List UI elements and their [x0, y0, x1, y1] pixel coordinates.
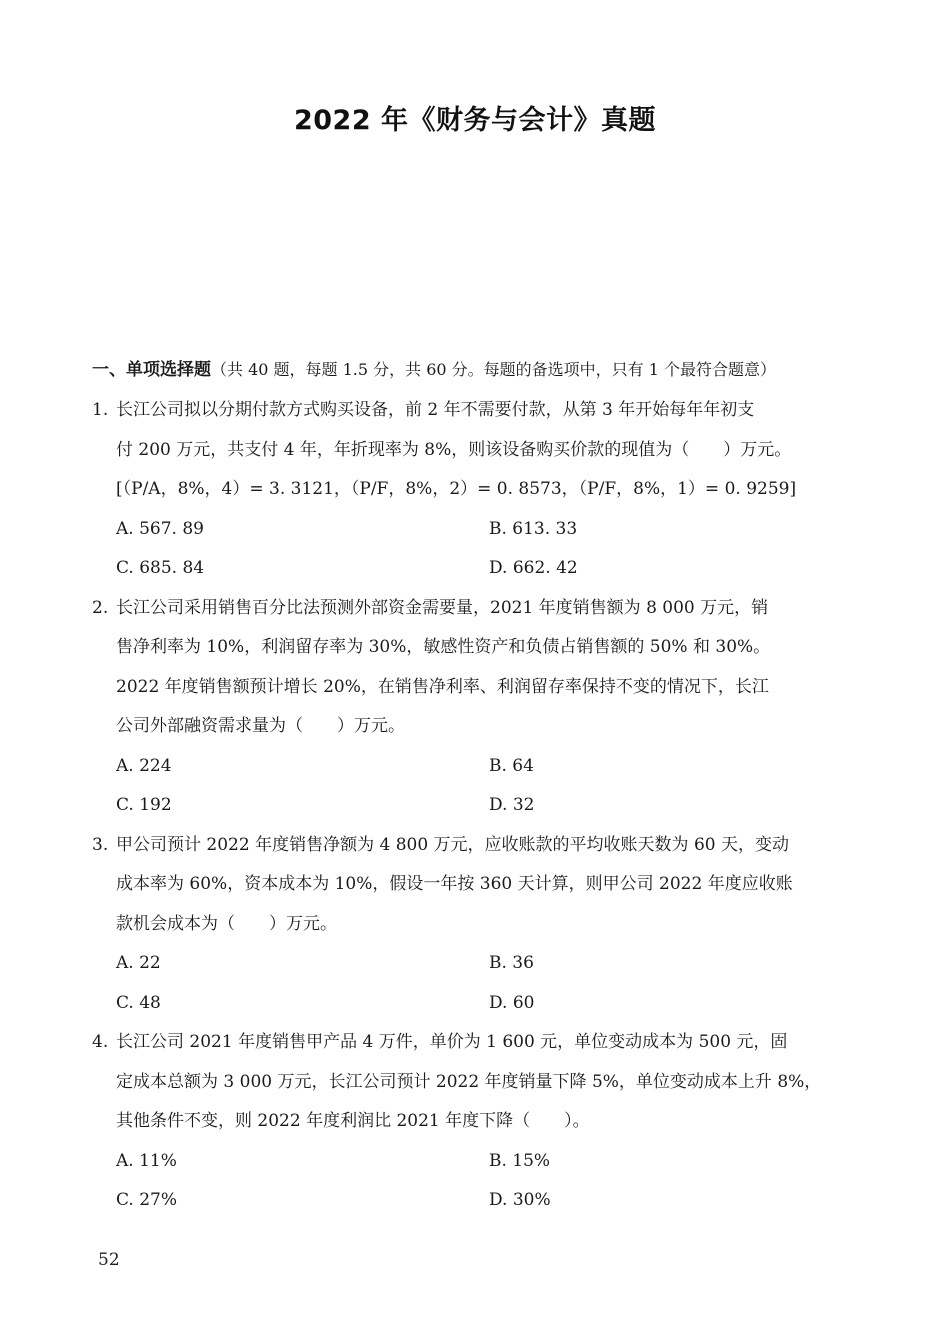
- option-row: [92, 950, 862, 990]
- question-text: 其他条件不变，则 2022 年度利润比 2021 年度下降（ ）。: [116, 1111, 590, 1131]
- option-c: C. 48: [116, 992, 161, 1013]
- question-1: [92, 397, 862, 595]
- option-c: C. 192: [116, 795, 172, 815]
- option-a: A. 224: [116, 755, 172, 776]
- question-2: [92, 595, 862, 832]
- question-text: 2022 年度销售额预计增长 20%，在销售净利率、利润留存率保持不变的情况下，长江: [116, 676, 769, 697]
- question-text: 长江公司采用销售百分比法预测外部资金需要量，2021 年度销售额为 8 000 万元，销: [116, 597, 769, 618]
- option-d: D. 32: [489, 795, 535, 815]
- section-heading-label: 一、单项选择题: [92, 360, 211, 380]
- option-b: B. 613. 33: [489, 518, 578, 539]
- option-row: [92, 753, 862, 793]
- question-text: 成本率为 60%，资本成本为 10%，假设一年按 360 天计算，则甲公司 2022 年度应收账: [116, 874, 793, 894]
- option-d: D. 30%: [489, 1190, 551, 1210]
- question-line: [92, 832, 862, 872]
- question-text: 甲公司预计 2022 年度销售净额为 4 800 万元，应收账款的平均收账天数为 60 天，变动: [116, 834, 789, 855]
- section-heading-note: （共 40 题，每题 1.5 分，共 60 分。每题的备选项中，只有 1 个最符合题意）: [211, 360, 777, 379]
- option-b: B. 15%: [489, 1150, 551, 1171]
- page-number: 52: [98, 1250, 120, 1270]
- question-line: [92, 397, 862, 437]
- option-d: D. 60: [489, 992, 535, 1013]
- option-row: [92, 555, 862, 595]
- question-text: [（P/A，8%，4）= 3. 3121，（P/F，8%，2）= 0. 8573，（P/F，8%，1）= 0. 9259]: [116, 479, 797, 499]
- question-list: [92, 397, 862, 1227]
- question-text: 公司外部融资需求量为（ ）万元。: [116, 716, 405, 736]
- question-line: [92, 595, 862, 635]
- option-row: [92, 1187, 862, 1227]
- question-number: 3.: [92, 834, 109, 855]
- option-row: [92, 1148, 862, 1188]
- option-a: A. 567. 89: [116, 518, 204, 539]
- question-line: [92, 1029, 862, 1069]
- question-number: 2.: [92, 597, 109, 618]
- option-c: C. 685. 84: [116, 558, 205, 578]
- question-4: [92, 1029, 862, 1227]
- question-number: 4.: [92, 1032, 109, 1052]
- option-a: A. 11%: [116, 1150, 177, 1171]
- question-text: 长江公司拟以分期付款方式购买设备，前 2 年不需要付款，从第 3 年开始每年年初支: [116, 400, 755, 420]
- option-row: [92, 516, 862, 556]
- question-text: 付 200 万元，共支付 4 年，年折现率为 8%，则该设备购买价款的现值为（ ）万元。: [116, 439, 792, 460]
- question-3: [92, 832, 862, 1030]
- option-c: C. 27%: [116, 1190, 177, 1210]
- section-heading: [92, 359, 872, 381]
- option-row: [92, 792, 862, 832]
- question-text: 长江公司 2021 年度销售甲产品 4 万件，单价为 1 600 元，单位变动成本为 500 元，固: [116, 1032, 788, 1052]
- option-b: B. 64: [489, 755, 534, 776]
- option-row: [92, 990, 862, 1030]
- question-text: 售净利率为 10%，利润留存率为 30%，敏感性资产和负债占销售额的 50% 和 30%。: [116, 637, 771, 657]
- option-b: B. 36: [489, 953, 534, 973]
- question-number: 1.: [92, 400, 109, 420]
- question-text: 款机会成本为（ ）万元。: [116, 913, 337, 934]
- page-title: 2022 年《财务与会计》真题: [293, 105, 657, 136]
- option-a: A. 22: [116, 953, 161, 973]
- question-text: 定成本总额为 3 000 万元，长江公司预计 2022 年度销量下降 5%，单位变动成本上升 8%，: [116, 1071, 822, 1092]
- option-d: D. 662. 42: [489, 558, 578, 578]
